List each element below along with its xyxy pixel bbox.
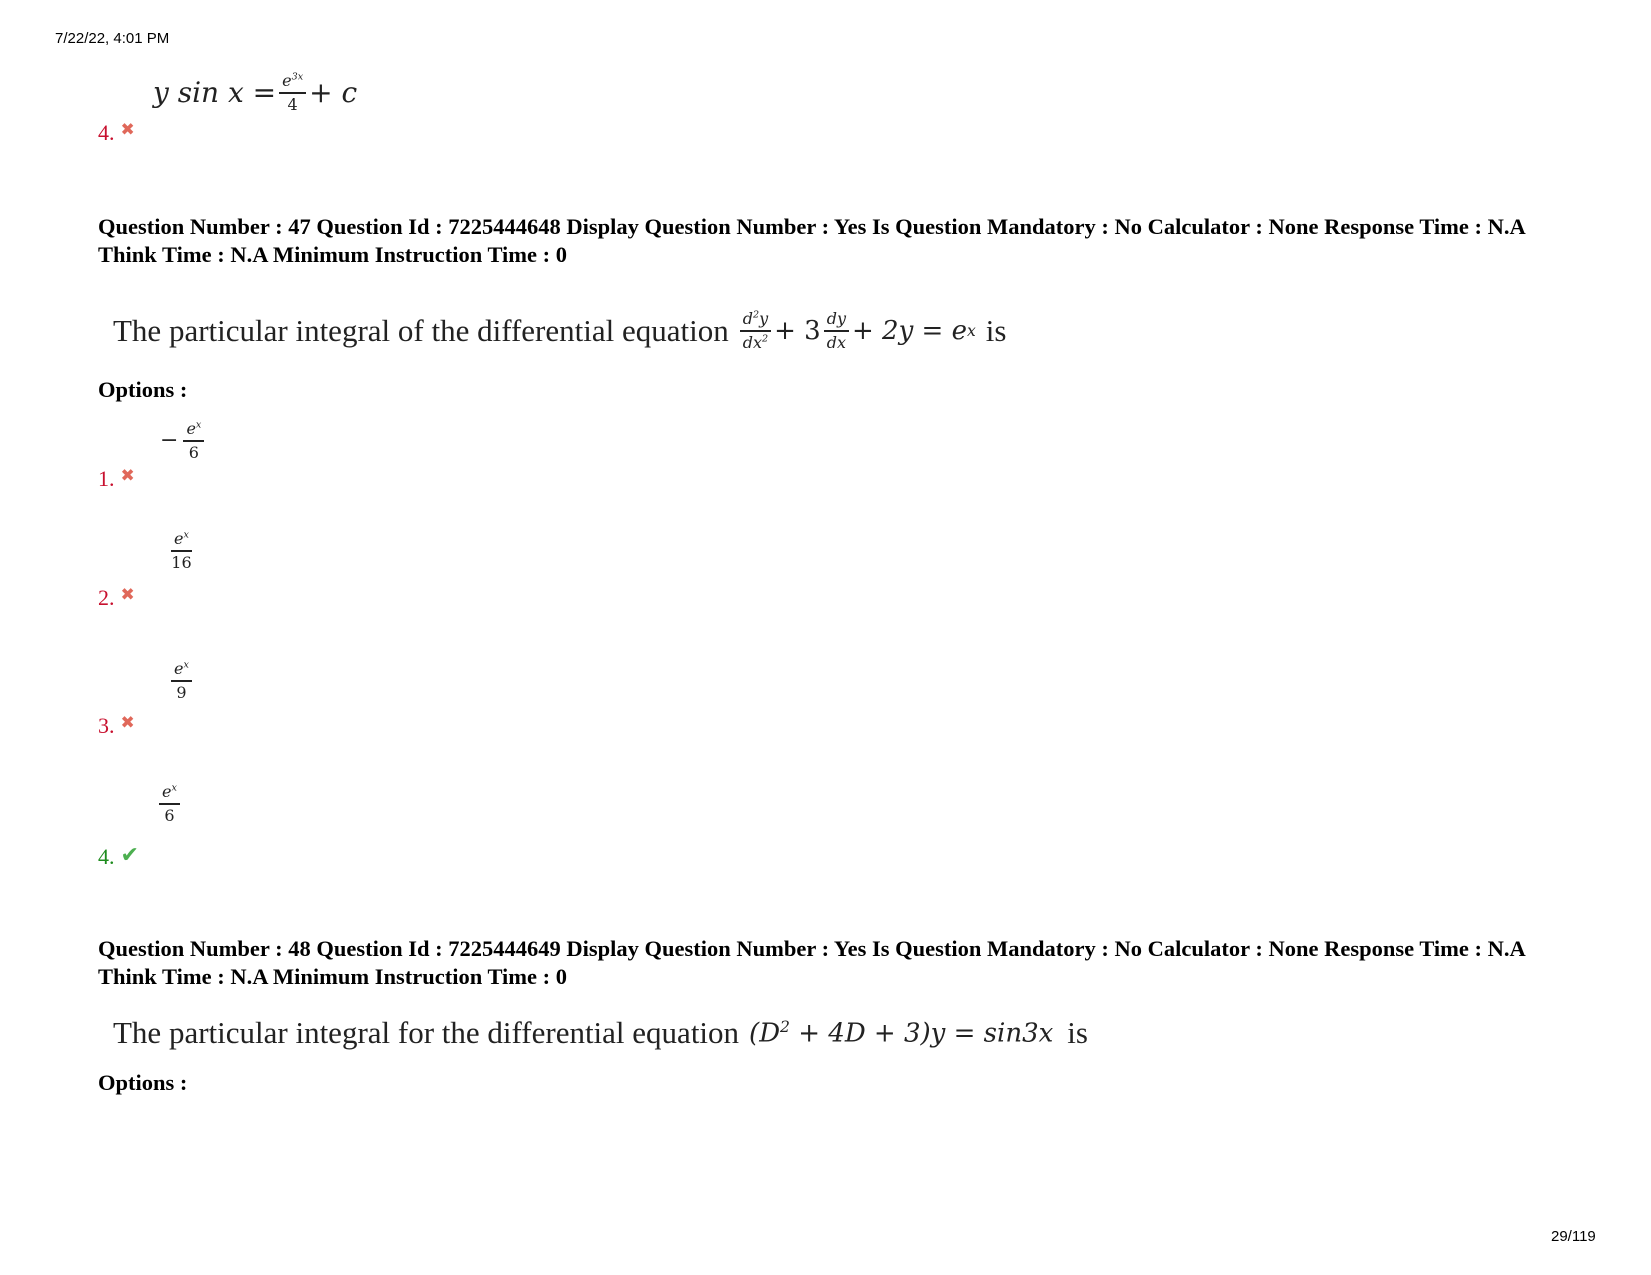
cross-icon: ✖ bbox=[120, 466, 135, 486]
equation-part-a: (D bbox=[749, 1018, 781, 1049]
checkmark-icon: ✔ bbox=[120, 843, 139, 868]
option-number: 2. bbox=[98, 585, 115, 610]
print-timestamp: 7/22/22, 4:01 PM bbox=[55, 30, 170, 47]
prev-option-4-formula bbox=[153, 72, 357, 113]
option-1-formula bbox=[160, 420, 207, 461]
equation-tail: + 2y = e bbox=[852, 315, 967, 346]
fraction-numerator: e bbox=[186, 419, 196, 438]
exponent: 2 bbox=[780, 1017, 790, 1036]
fraction-denominator: 6 bbox=[188, 442, 199, 462]
formula-rhs: + c bbox=[309, 76, 358, 110]
fraction-denominator: 6 bbox=[164, 805, 175, 825]
question-47-equation bbox=[737, 310, 976, 351]
question-47-meta: Question Number : 47 Question Id : 7225444648 Display Question Number : Yes Is Question Mandatory : No Calculator : None Response Time : N.A Think Time : N.A Minimum Instruction Time : 0 bbox=[98, 214, 1525, 267]
second-derivative-fraction bbox=[740, 310, 771, 351]
option-3 bbox=[98, 713, 135, 737]
cross-icon: ✖ bbox=[120, 585, 135, 605]
plus-coefficient: + 3 bbox=[774, 315, 821, 346]
equation-part-b: + 4D + 3)y = sin3x bbox=[798, 1018, 1054, 1049]
fraction-numerator: e bbox=[174, 659, 184, 678]
option-2-formula bbox=[168, 530, 195, 571]
fraction-numerator: d bbox=[742, 309, 753, 328]
option-number: 4. bbox=[98, 844, 115, 869]
formula-fraction bbox=[279, 72, 306, 113]
question-47-text bbox=[113, 310, 1006, 351]
fraction-numerator: e bbox=[162, 782, 172, 801]
page-number: 29/119 bbox=[1551, 1228, 1596, 1245]
option-4 bbox=[98, 843, 139, 868]
fraction-numerator-exponent: 3x bbox=[291, 71, 304, 83]
exponent: x bbox=[966, 321, 976, 340]
exponent: x bbox=[183, 659, 189, 671]
cross-icon: ✖ bbox=[120, 713, 135, 733]
prev-question-option-4 bbox=[98, 120, 135, 144]
exponent: 2 bbox=[752, 309, 760, 321]
exponent: x bbox=[195, 419, 202, 431]
question-text-prefix: The particular integral of the differential equation bbox=[113, 312, 729, 348]
option-number: 1. bbox=[98, 466, 115, 491]
option-number: 4. bbox=[98, 120, 115, 145]
exponent: 2 bbox=[762, 333, 769, 345]
fraction-denominator: dx bbox=[742, 332, 762, 352]
fraction-denominator: 16 bbox=[171, 552, 192, 572]
option-number: 3. bbox=[98, 713, 115, 738]
option-1 bbox=[98, 466, 135, 490]
question-text-suffix: is bbox=[1067, 1015, 1088, 1050]
question-text-prefix: The particular integral for the differential equation bbox=[113, 1015, 740, 1050]
fraction-numerator: dy bbox=[824, 310, 849, 332]
fraction-numerator: e bbox=[282, 71, 292, 90]
first-derivative-fraction bbox=[824, 310, 849, 351]
fraction-denominator: 9 bbox=[176, 682, 187, 702]
exponent: x bbox=[183, 529, 189, 541]
option-4-formula bbox=[156, 783, 183, 824]
option-3-formula bbox=[168, 660, 195, 701]
formula-lhs: y sin x = bbox=[153, 76, 277, 110]
options-label: Options : bbox=[98, 377, 188, 402]
options-label: Options : bbox=[98, 1070, 188, 1095]
fraction-denominator: 4 bbox=[287, 94, 298, 114]
fraction-denominator: dx bbox=[826, 332, 846, 352]
fraction-numerator-variable: y bbox=[759, 309, 769, 328]
minus-sign: − bbox=[160, 428, 179, 454]
option-2 bbox=[98, 585, 135, 609]
cross-icon: ✖ bbox=[120, 120, 135, 140]
question-text-suffix: is bbox=[985, 312, 1007, 348]
fraction-numerator: e bbox=[174, 529, 184, 548]
question-48-text bbox=[113, 1015, 1088, 1051]
exponent: x bbox=[171, 782, 177, 794]
question-48-meta: Question Number : 48 Question Id : 7225444649 Display Question Number : Yes Is Question Mandatory : No Calculator : None Response Time : N.A Think Time : N.A Minimum Instruction Time : 0 bbox=[98, 936, 1525, 989]
